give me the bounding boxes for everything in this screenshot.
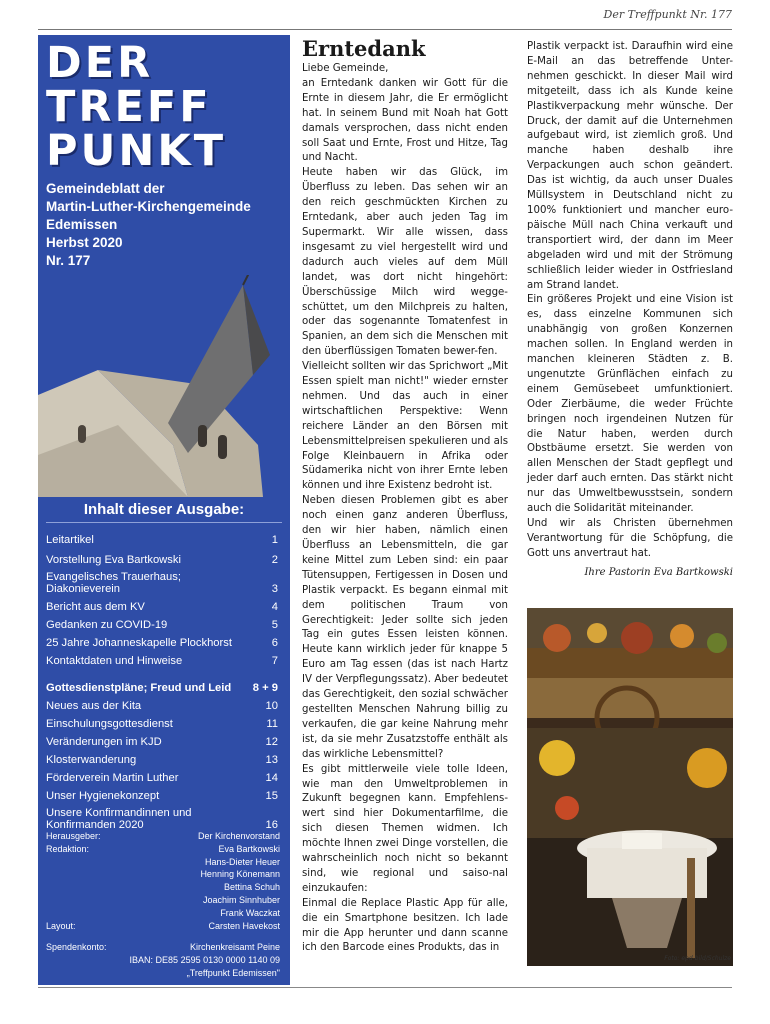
imprint [46,830,280,980]
imprint-reference: „Treffpunkt Edemissen" [186,967,280,978]
church-tower-image [38,275,290,497]
toc-item: Gottesdienstpläne; Freud und Leid 8 + 9 [46,682,278,694]
toc-divider [46,522,282,523]
toc-item: Einschulungsgottesdienst 11 [46,718,278,730]
toc-item: Unsere Konfirmandinnen und Konfirmanden 2020 16 [46,807,278,831]
imprint-layout: Layout: Carsten Havekost [46,920,280,931]
masthead-line-3: PUNKT [46,126,227,176]
toc-item: Neues aus der Kita 10 [46,700,278,712]
paragraph: Plastik verpackt ist. Daraufhin wird eine E-Mail an das betreffende Unter-nehmen geschickt. In dieser Mail wird mitgeteilt, dass ich als Kunde keine Plastikverpackung mehr wünsche. Der Druck, der damit auf die Unternehmen aufgebaut wird, ist ziemlich groß. Und manche haben deshalb ihre Verpackungen auch schon geändert. Das ist wichtig, da auch unser Duales Müllsystem in Deutschland nicht zu 100% funktioniert und mancher euro-päische Müll nach China verkauft und transportiert wird, der dann im Meer abgeladen wird und mit der Strömung schließlich leider wieder in Ostfriesland am Strand landet. [527,41,733,291]
paragraph: Ein größeres Projekt und eine Vision ist es, dass einzelne Kommunen sich unabhängig von großen Konzernen machen sollen. In England werden in manchen kleineren Städten z. B. ungenutzte Grünflächen einfach zu einem Gemüsebeet umfunktioniert. Oder Zierbäume, die weder Früchte bringen noch irgendeinen Nutzen für die Natur haben, werden durch Obstbäume ersetzt. Sie werden von allen Menschen der Stadt gepflegt und jeder darf auch ernten. Das stärkt nicht nur das Umweltbewusstsein, sondern auch die Solidarität miteinander. [527,294,733,515]
subtitle-line: Herbst 2020 [46,235,123,250]
paragraph: Heute haben wir das Glück, im Überfluss zu leben. Das sehen wir an den reich geschmückten Kirchen zu Erntedank, aber auch jeden Tag im Supermarkt. Wir alle wissen, dass insgesamt zu viel hergestellt wird und dadurch auch vieles auf dem Müll landet, was dort nicht hingehört: Überschüssige Milch wird wegge-schüttet, um den Milchpreis zu halten, oder das sogenannte Tomatenfest in Spanien, an dem sich die Menschen mit den überflüssigen Tomaten bewer-fen. [302,167,508,358]
photo-credit: Foto: epd-bild/Schulze [664,955,731,962]
toc-title: Inhalt dieser Ausgabe: [83,501,245,518]
imprint-redaktion-name: Bettina Schuh [223,882,280,893]
imprint-iban: IBAN: DE85 2595 0130 0000 1140 09 [129,955,280,966]
toc-item: Leitartikel 1 [46,534,278,546]
table-of-contents [46,526,278,831]
signature: Ihre Pastorin Eva Bartkowski [584,566,733,578]
imprint-redaktion: Redaktion: Eva Bartkowski [46,843,280,854]
toc-item: Gedanken zu COVID-19 5 [46,619,278,631]
sidebar [38,35,290,985]
masthead-line-1: DER [46,38,154,88]
article-column-1 [302,62,508,956]
imprint-spendenkonto: Spendenkonto: Kirchenkreisamt Peine [46,942,280,953]
footer-rule [38,987,732,988]
paragraph: Liebe Gemeinde, [302,63,389,74]
imprint-redaktion-name: Hans-Dieter Heuer [204,856,280,867]
toc-item: Klosterwanderung 13 [46,754,278,766]
page-header [0,0,770,32]
imprint-redaktion-name: Frank Waczkat [220,907,280,918]
imprint-herausgeber: Herausgeber: Der Kirchenvorstand [46,831,280,841]
harvest-altar-photo [527,608,733,966]
subtitle-line: Martin-Luther-Kirchengemeinde [46,199,251,214]
subtitle-line: Edemissen [46,217,118,232]
masthead-logo [46,38,227,176]
paragraph: an Erntedank danken wir Gott für die Ernte in diesem Jahr, die Er ermöglicht hat. In seinem Bund mit Noah hat Gott damals versprochen, dass nicht enden soll Saat und Ernte, Frost und Hitze, Tag und Nacht. [302,77,508,164]
toc-item: Veränderungen im KJD 12 [46,736,278,748]
article-title: Erntedank [302,36,426,61]
toc-item: Kontaktdaten und Hinweise 7 [46,655,278,667]
paragraph: Neben diesen Problemen gibt es aber noch einen ganz anderen Überfluss, den wir hier haben, nämlich einen Überfluss an Lebensmitteln, die gar keine Mittel zum Leben sind: ein paar Tütensuppen, Fertigessen in Dosen und Plastik verpackt. Es begann einmal mit dem politischen Traum von Gerechtigkeit: Jeder sollte sich jeden Tag ein gutes Essen leisten können. Heute kann wirklich jeder für knappe 5 Euro am Tag essen (das ist nach Hartz IV der Verpflegungssatz). Aber bedeutet das Gerechtigkeit, den sozial schwächer gestellten Menschen Nahrung billig zu verkaufen, die gar keine Nahrung mehr ist, da sie mehr Zusatzstoffe enthält als das wirkliche Lebensmittel? [302,495,508,760]
paragraph: Und wir als Christen übernehmen Verantwortung für die Schöpfung, die Gott uns anvertraut hat. [527,518,733,559]
toc-item: Förderverein Martin Luther 14 [46,772,278,784]
imprint-redaktion-name: Joachim Sinnhuber [202,894,280,905]
subtitle-line: Nr. 177 [46,253,91,268]
toc-item: Bericht aus dem KV 4 [46,601,278,613]
subtitle [46,180,251,270]
paragraph: Vielleicht sollten wir das Sprichwort „Mit Essen spielt man nicht!" wieder ernster nehmen. Und das auch in einer wirtschaftlichen Perspektive: Wenn reichere Länder an den Börsen mit Lebensmittelpreisen spekulieren und als Folge Kleinbauern in Afrika oder Südamerika nicht von ihrer Ernte leben können und ihre Existenz bedroht ist. [302,361,508,492]
paragraph: Es gibt mittlerweile viele tolle Ideen, wie man den Umweltproblemen in Zukunft begegnen kann. Empfehlens-wert sind hier Dokumentarfilme, die sich diesen Themen widmen. Ich möchte Ihnen zwei Dinge vorstellen, die wahrscheinlich noch nicht so bekannt sind, wie regional und saiso-nal einzukaufen: [302,763,508,894]
imprint-redaktion-name: Henning Könemann [200,869,280,880]
paragraph: Einmal die Replace Plastic App für alle, die ein Smartphone besitzen. Ich lade mir die App herunter und dann scanne ich den Barcode eines Produkts, das in [302,897,508,954]
header-rule [38,29,732,30]
issue-label: Der Treffpunkt Nr. 177 [603,8,732,21]
subtitle-line: Gemeindeblatt der [46,181,165,196]
article-column-2 [527,40,733,581]
masthead-line-2: TREFF [46,82,212,132]
toc-item: 25 Jahre Johanneskapelle Plockhorst 6 [46,637,278,649]
toc-item: Vorstellung Eva Bartkowski 2 [46,554,278,566]
toc-item: Unser Hygienekonzept 15 [46,790,278,802]
toc-item: Evangelisches Trauerhaus; Diakonieverein 3 [46,571,278,595]
